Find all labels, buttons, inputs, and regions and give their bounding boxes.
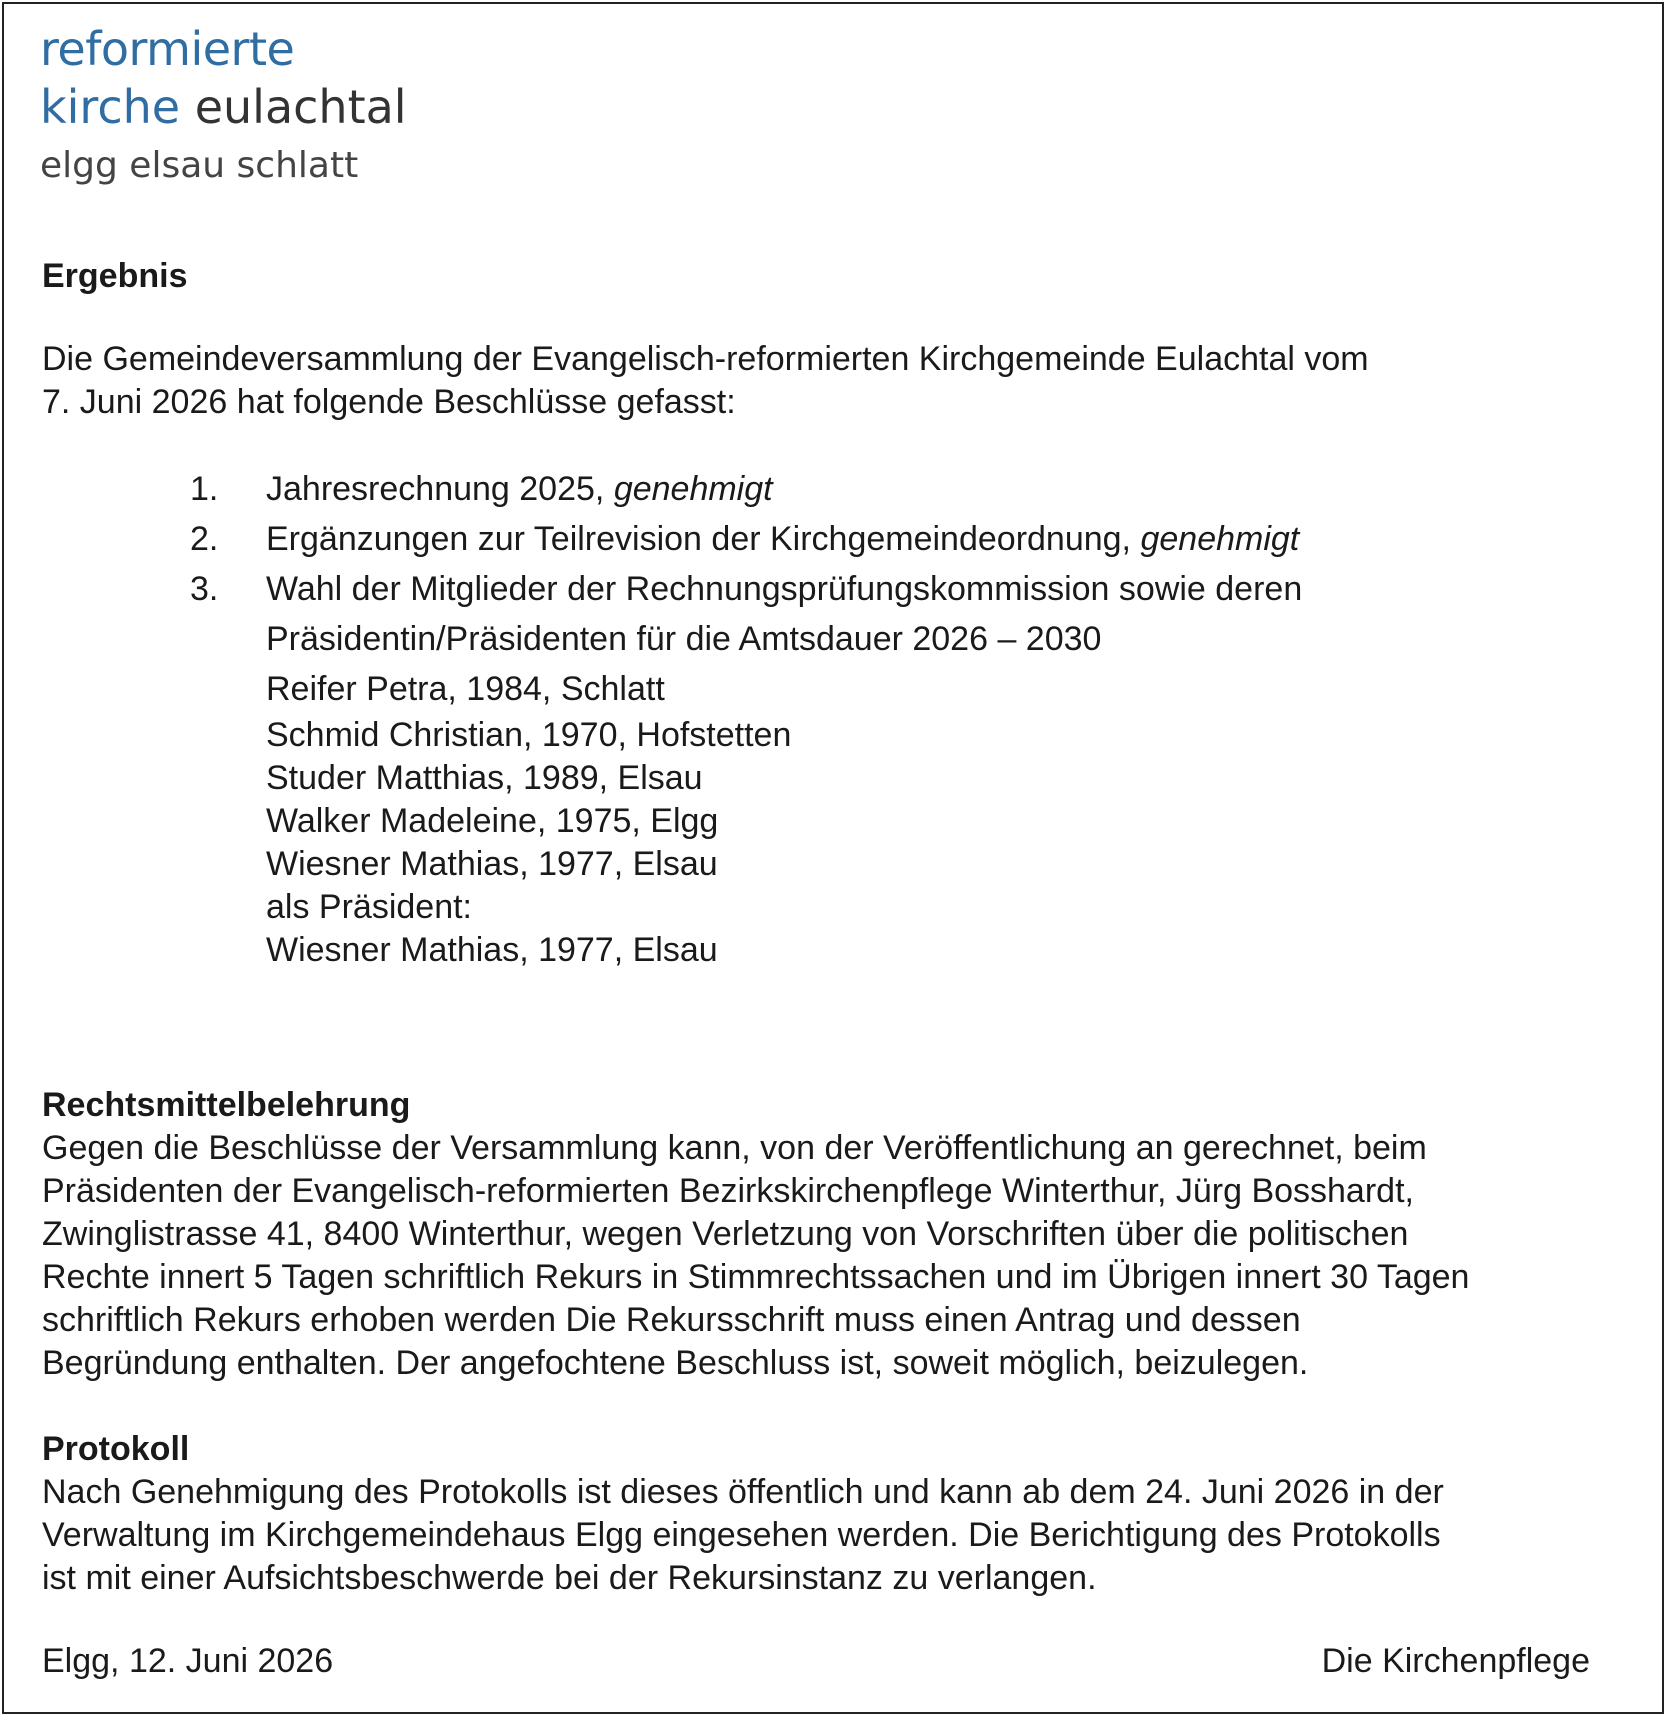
intro-line-1: Die Gemeindeversammlung der Evangelisch-reformierten Kirchgemeinde Eulachtal vom bbox=[42, 340, 1369, 378]
logo-subtitle: elgg elsau schlatt bbox=[40, 145, 359, 186]
resolution-item bbox=[42, 564, 1642, 664]
logo-kirche: kirche bbox=[40, 80, 181, 134]
protokoll-line: ist mit einer Aufsichtsbeschwerde bei der Rekursinstanz zu verlangen. bbox=[42, 1559, 1097, 1597]
member-name: Walker Madeleine, 1975, Elgg bbox=[266, 802, 719, 840]
resolution-number: 1. bbox=[190, 470, 219, 508]
president-label: als Präsident: bbox=[266, 888, 472, 926]
member-name: Schmid Christian, 1970, Hofstetten bbox=[266, 716, 792, 754]
rechtsmittel-line: Rechte innert 5 Tagen schriftlich Rekurs in Stimmrechtssachen und im Übrigen innert 30 Tagen bbox=[42, 1258, 1470, 1296]
signature: Die Kirchenpflege bbox=[1321, 1642, 1590, 1680]
rechtsmittel-line: Begründung enthalten. Der angefochtene Beschluss ist, soweit möglich, beizulegen. bbox=[42, 1344, 1309, 1382]
resolutions-list bbox=[42, 464, 1642, 664]
document-body bbox=[42, 255, 1642, 1683]
resolution-item bbox=[42, 464, 1642, 514]
resolution-item bbox=[42, 514, 1642, 564]
resolution-text: Wahl der Mitglieder der Rechnungsprüfungskommission sowie deren bbox=[266, 570, 1303, 608]
church-logo bbox=[40, 22, 407, 186]
resolution-status: genehmigt bbox=[613, 470, 773, 508]
intro-line-2: 7. Juni 2026 hat folgende Beschlüsse gefasst: bbox=[42, 383, 736, 421]
members-list-continued bbox=[42, 757, 1642, 972]
rechtsmittel-line: Zwinglistrasse 41, 8400 Winterthur, wegen Verletzung von Vorschriften über die politischen bbox=[42, 1215, 1409, 1253]
member-name: Studer Matthias, 1989, Elsau bbox=[266, 759, 703, 797]
resolution-number: 2. bbox=[190, 520, 219, 558]
rechtsmittel-line: Präsidenten der Evangelisch-reformierten Bezirkskirchenpflege Winterthur, Jürg Bosshardt, bbox=[42, 1172, 1414, 1210]
rechtsmittel-line: schriftlich Rekurs erhoben werden Die Rekursschrift muss einen Antrag und dessen bbox=[42, 1301, 1301, 1339]
heading-protokoll: Protokoll bbox=[42, 1430, 190, 1468]
resolution-text-continued: Präsidentin/Präsidenten für die Amtsdauer 2026 – 2030 bbox=[266, 620, 1102, 658]
logo-eulachtal: eulachtal bbox=[194, 80, 407, 134]
resolution-status: genehmigt bbox=[1140, 520, 1300, 558]
member-name: Reifer Petra, 1984, Schlatt bbox=[266, 670, 665, 708]
heading-rechtsmittelbelehrung: Rechtsmittelbelehrung bbox=[42, 1086, 411, 1124]
member-name: Wiesner Mathias, 1977, Elsau bbox=[266, 845, 718, 883]
logo-line-2 bbox=[40, 80, 407, 144]
resolution-text: Jahresrechnung 2025, bbox=[266, 470, 614, 508]
footer bbox=[42, 1640, 1642, 1683]
members-list bbox=[42, 664, 1642, 757]
president-name: Wiesner Mathias, 1977, Elsau bbox=[266, 931, 718, 969]
protokoll-line: Verwaltung im Kirchgemeindehaus Elgg eingesehen werden. Die Berichtigung des Protokolls bbox=[42, 1516, 1441, 1554]
protokoll-line: Nach Genehmigung des Protokolls ist dieses öffentlich und kann ab dem 24. Juni 2026 in der bbox=[42, 1473, 1444, 1511]
rechtsmittel-line: Gegen die Beschlüsse der Versammlung kann, von der Veröffentlichung an gerechnet, beim bbox=[42, 1129, 1427, 1167]
logo-line-1: reformierte bbox=[40, 22, 295, 76]
place-date: Elgg, 12. Juni 2026 bbox=[42, 1642, 334, 1680]
heading-ergebnis: Ergebnis bbox=[42, 257, 188, 295]
resolution-number: 3. bbox=[190, 570, 219, 608]
resolution-text: Ergänzungen zur Teilrevision der Kirchgemeindeordnung, bbox=[266, 520, 1141, 558]
